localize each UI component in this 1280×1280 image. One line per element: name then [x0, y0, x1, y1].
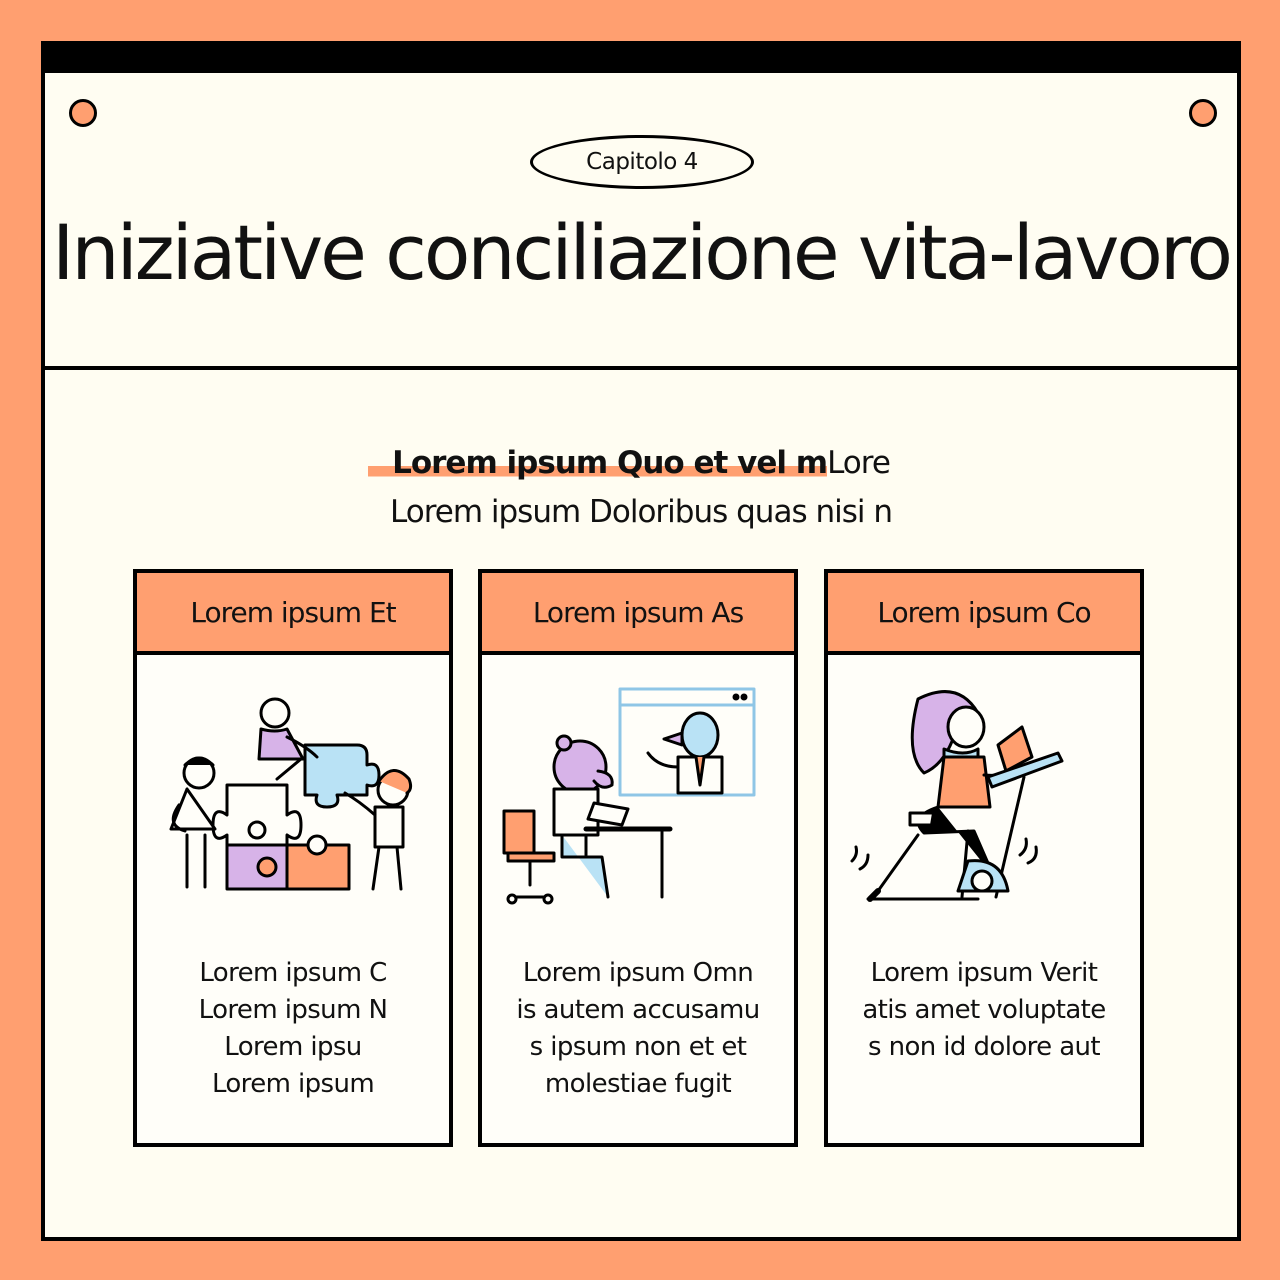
intro-text	[45, 439, 1237, 537]
chapter-label: Capitolo 4	[586, 149, 698, 175]
intro-highlight: Lorem ipsum Quo et vel m	[368, 445, 827, 481]
page-title: Iniziative conciliazione vita-lavoro	[52, 208, 1230, 297]
card-3-title: Lorem ipsum Co	[877, 595, 1091, 629]
card-3-text: Lorem ipsum Verit atis amet voluptate s non id dolore aut	[862, 958, 1106, 1062]
chapter-badge	[530, 135, 754, 189]
card-1	[133, 569, 453, 1147]
pin-right-icon	[1189, 99, 1217, 127]
card-2-header	[482, 573, 794, 655]
card-2	[478, 569, 798, 1147]
header-divider	[45, 366, 1237, 370]
card-2-title: Lorem ipsum As	[532, 595, 744, 629]
pin-left-icon	[69, 99, 97, 127]
intro-line1-rest: Lore	[827, 445, 890, 481]
team-puzzle-illustration	[157, 685, 429, 915]
card-2-text: Lorem ipsum Omn is autem accusamu s ipsum non et et molestiae fugit	[516, 958, 760, 1099]
intro-line2: Lorem ipsum Doloribus quas nisi n	[390, 494, 892, 530]
card-3	[824, 569, 1144, 1147]
card-1-header	[137, 573, 449, 655]
top-bar	[45, 45, 1237, 73]
exercise-bike-laptop-illustration	[848, 685, 1120, 915]
video-call-illustration	[502, 685, 774, 915]
card-1-text: Lorem ipsum C Lorem ipsum N Lorem ipsu Lorem ipsum	[198, 958, 388, 1099]
slide-frame	[41, 41, 1241, 1241]
card-3-header	[828, 573, 1140, 655]
card-1-title: Lorem ipsum Et	[190, 595, 396, 629]
